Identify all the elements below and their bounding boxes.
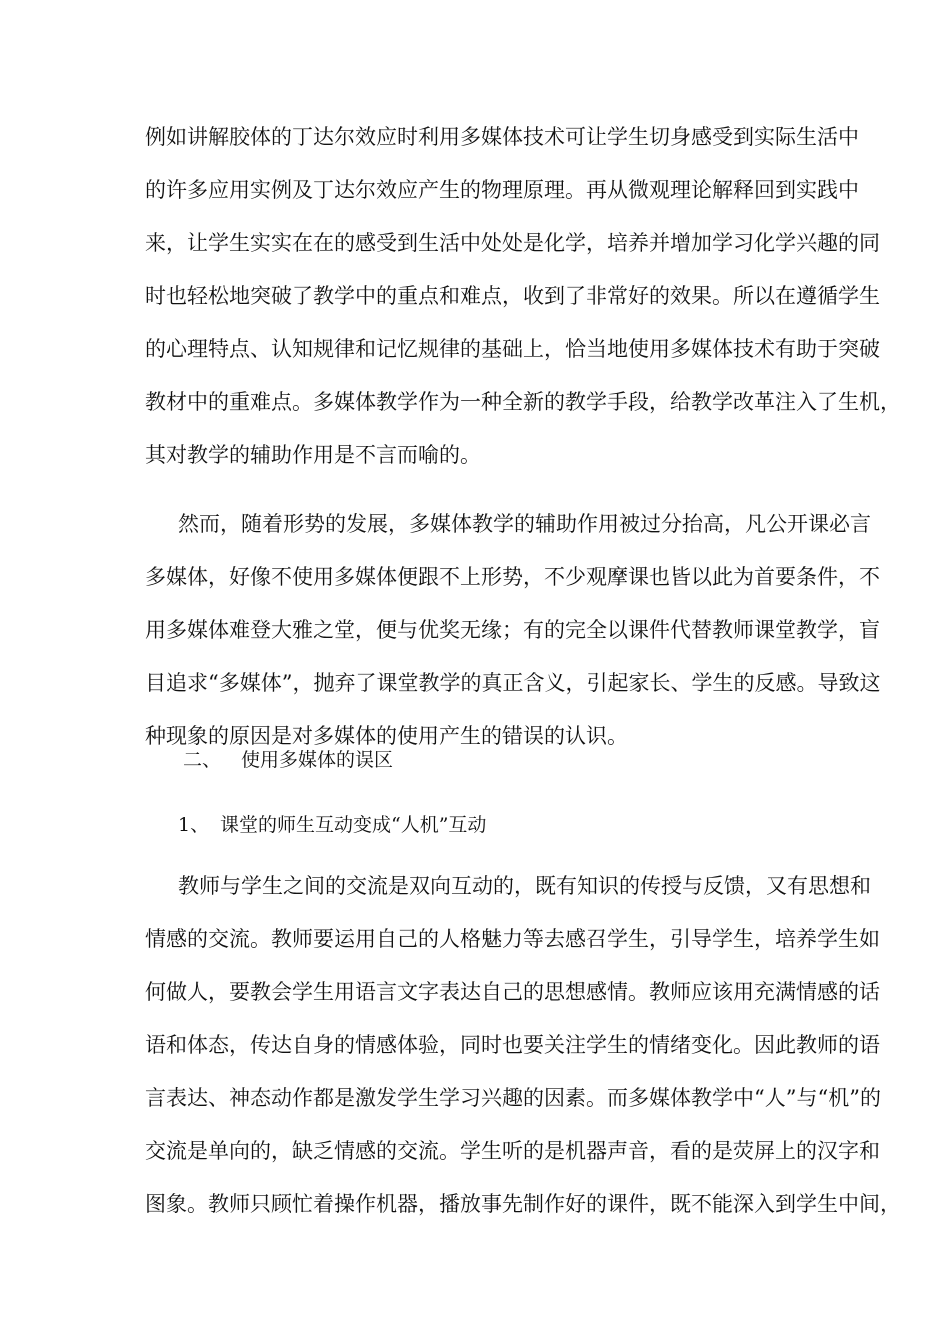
paragraph-2-line-3: 用多媒体难登大雅之堂，便与优奖无缘；有的完全以课件代替教师课堂教学，盲 bbox=[145, 618, 880, 642]
paragraph-2-line-4: 目追求“多媒体”，抛弃了课堂教学的真正含义，引起家长、学生的反感。导致这 bbox=[145, 671, 881, 695]
paragraph-2-line-2: 多媒体，好像不使用多媒体便跟不上形势，不少观摩课也皆以此为首要条件，不 bbox=[145, 565, 880, 589]
paragraph-1-line-3: 来，让学生实实在在的感受到生活中处处是化学，培养并增加学习化学兴趣的同 bbox=[145, 231, 880, 255]
paragraph-3-line-7: 图象。教师只顾忙着操作机器，播放事先制作好的课件，既不能深入到学生中间， bbox=[145, 1192, 901, 1216]
paragraph-3-line-2: 情感的交流。教师要运用自己的人格魅力等去感召学生，引导学生，培养学生如 bbox=[145, 927, 880, 951]
paragraph-3-line-6: 交流是单向的，缺乏情感的交流。学生听的是机器声音，看的是荧屏上的汉字和 bbox=[145, 1139, 880, 1163]
paragraph-3-line-3: 何做人，要教会学生用语言文字表达自己的思想感情。教师应该用充满情感的话 bbox=[145, 980, 880, 1004]
paragraph-1-line-7: 其对教学的辅助作用是不言而喻的。 bbox=[145, 443, 481, 467]
paragraph-2-line-1: 然而，随着形势的发展，多媒体教学的辅助作用被过分抬高，凡公开课必言 bbox=[178, 512, 871, 536]
paragraph-3-line-4: 语和体态，传达自身的情感体验，同时也要关注学生的情绪变化。因此教师的语 bbox=[145, 1033, 880, 1057]
paragraph-1-line-6: 教材中的重难点。多媒体教学作为一种全新的教学手段，给教学改革注入了生机， bbox=[145, 390, 901, 414]
paragraph-2-line-5: 种现象的原因是对多媒体的使用产生的错误的认识。 bbox=[145, 724, 628, 748]
paragraph-1-line-5: 的心理特点、认知规律和记忆规律的基础上，恰当地使用多媒体技术有助于突破 bbox=[145, 337, 880, 361]
paragraph-3-line-1: 教师与学生之间的交流是双向互动的，既有知识的传授与反馈，又有思想和 bbox=[178, 874, 871, 898]
section-heading-number: 二、 bbox=[183, 749, 222, 771]
subsection-heading-text: 课堂的师生互动变成“人机”互动 bbox=[220, 814, 487, 836]
section-heading-text: 使用多媒体的误区 bbox=[241, 749, 394, 771]
subsection-heading-number: 1、 bbox=[178, 814, 210, 836]
paragraph-1-line-1: 例如讲解胶体的丁达尔效应时利用多媒体技术可让学生切身感受到实际生活中 bbox=[145, 125, 859, 149]
paragraph-1-line-4: 时也轻松地突破了教学中的重点和难点，收到了非常好的效果。所以在遵循学生 bbox=[145, 284, 880, 308]
paragraph-3-line-5: 言表达、神态动作都是激发学生学习兴趣的因素。而多媒体教学中“人”与“机”的 bbox=[145, 1086, 881, 1110]
paragraph-1-line-2: 的许多应用实例及丁达尔效应产生的物理原理。再从微观理论解释回到实践中 bbox=[145, 178, 859, 202]
